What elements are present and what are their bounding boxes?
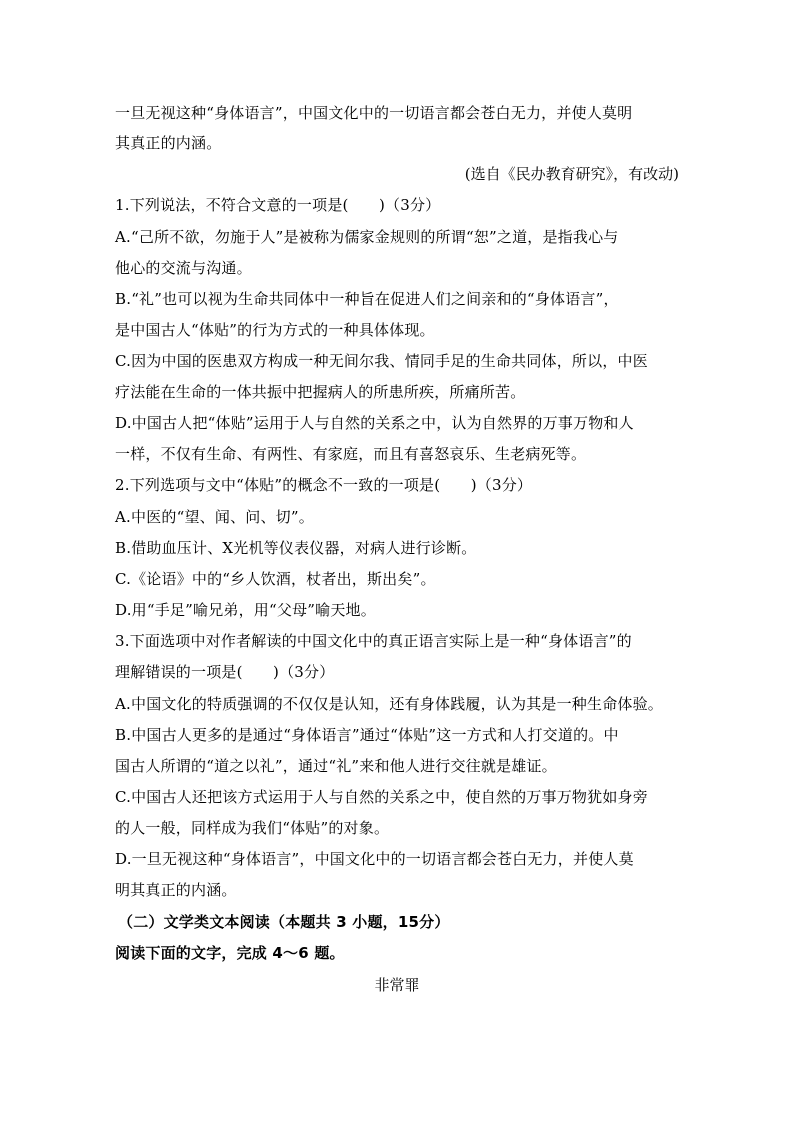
q3-option-a: A.中国文化的特质强调的不仅仅是认知，还有身体践履，认为其是一种生命体验。 <box>115 695 664 713</box>
passage-source: (选自《民办教育研究》，有改动) <box>464 165 679 183</box>
question-3-stem-cont: 理解错误的一项是( )（3分） <box>115 663 335 681</box>
q3-option-d-cont: 明其真正的内涵。 <box>115 881 237 899</box>
q1-option-d: D.中国古人把“体贴”运用于人与自然的关系之中，认为自然界的万事万物和人 <box>115 414 634 432</box>
q3-option-b-cont: 国古人所谓的“道之以礼”，通过“礼”来和他人进行交往就是雄证。 <box>115 757 557 775</box>
q3-option-b: B.中国古人更多的是通过“身体语言”通过“体贴”这一方式和人打交道的。中 <box>115 726 619 744</box>
q1-option-a: A.“己所不欲，勿施于人”是被称为儒家金规则的所谓“恕”之道，是指我心与 <box>115 228 619 246</box>
q1-option-c: C.因为中国的医患双方构成一种无间尔我、情同手足的生命共同体，所以，中医 <box>115 352 648 370</box>
q2-option-b: B.借助血压计、X光机等仪表仪器，对病人进行诊断。 <box>115 539 477 557</box>
q3-option-d: D.一旦无视这种“身体语言”，中国文化中的一切语言都会苍白无力，并使人莫 <box>115 850 634 868</box>
passage-line: 其真正的内涵。 <box>115 134 222 152</box>
q1-option-b: B.“礼”也可以视为生命共同体中一种旨在促进人们之间亲和的“身体语言”， <box>115 290 619 308</box>
question-1-stem: 1.下列说法，不符合文意的一项是( )（3分） <box>115 196 441 214</box>
q2-option-a: A.中医的“望、闻、问、切”。 <box>115 508 314 526</box>
q1-option-d-cont: 一样，不仅有生命、有两性、有家庭，而且有喜怒哀乐、生老病死等。 <box>115 445 587 463</box>
section-instruction: 阅读下面的文字，完成 4～6 题。 <box>115 944 345 962</box>
question-2-stem: 2.下列选项与文中“体贴”的概念不一致的一项是( )（3分） <box>115 476 533 494</box>
q2-option-d: D.用“手足”喻兄弟，用“父母”喻天地。 <box>115 601 376 619</box>
q2-option-c: C.《论语》中的“乡人饮酒，杖者出，斯出矣”。 <box>115 570 436 588</box>
story-title: 非常罪 <box>374 976 420 994</box>
q1-option-b-cont: 是中国古人“体贴”的行为方式的一种具体体现。 <box>115 321 435 339</box>
q1-option-c-cont: 疗法能在生命的一体共振中把握病人的所患所疾，所痛所苦。 <box>115 383 526 401</box>
q3-option-c-cont: 的人一般，同样成为我们“体贴”的对象。 <box>115 819 390 837</box>
q3-option-c: C.中国古人还把该方式运用于人与自然的关系之中，使自然的万事万物犹如身旁 <box>115 788 648 806</box>
q1-option-a-cont: 他心的交流与沟通。 <box>115 259 252 277</box>
passage-line: 一旦无视这种“身体语言”，中国文化中的一切语言都会苍白无力，并使人莫明 <box>115 104 633 122</box>
question-3-stem: 3.下面选项中对作者解读的中国文化中的真正语言实际上是一种“身体语言”的 <box>115 632 632 650</box>
section-heading: （二）文学类文本阅读（本题共 3 小题，15分） <box>118 913 450 931</box>
